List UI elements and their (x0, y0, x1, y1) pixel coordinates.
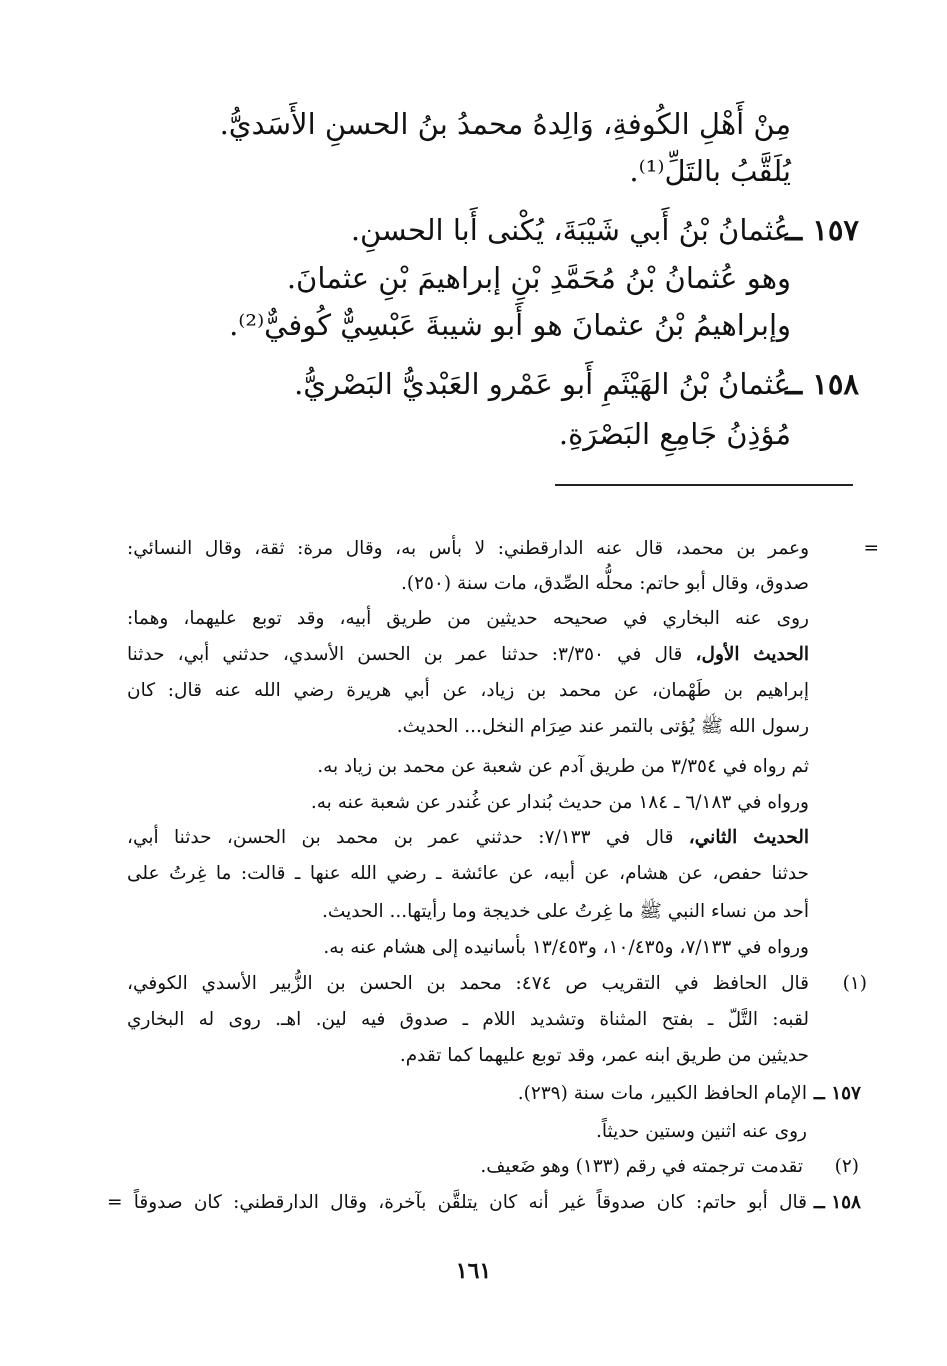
footnote-line: رسول الله ﷺ يُؤتى بالتمر عند صِرَام النخل... الحديث. (396, 716, 809, 737)
footnote-line: روى عنه البخاري في صحيحه حديثين من طريق أبيه، وقد توبع عليهما، وهما: (127, 608, 809, 629)
footnote-1-line: حديثين من طريق ابنه عمر، وقد توبع عليهما كما تقدم. (399, 1045, 809, 1066)
footnote-158-line: قال أبو حاتم: كان صدوقاً غير أنه كان يتلقَّن بآخرة، وقال الدارقطني: كان صدوقاً = (107, 1192, 807, 1213)
entry-157-line-2: وهو عُثمانُ بْنُ مُحَمَّدِ بْنِ إبراهيمَ بْنِ عثمانَ. (286, 261, 791, 295)
entry-158-line-1: عُثمانُ بْنُ الهَيْثَمِ أَبو عَمْرو العَبْديُّ البَصْريُّ. (294, 367, 791, 401)
footnote-line: ثم رواه في ٣/٣٥٤ من طريق آدم عن شعبة عن محمد بن زياد به. (317, 756, 809, 777)
page-number: ١٦١ (455, 1258, 492, 1284)
main-intro-line-2: يُلَقَّبُ بالتَلِّ⁽¹⁾. (629, 154, 791, 188)
footnote-line: أحد من نساء النبي ﷺ ما غِرتُ على خديجة وما رأيتها... الحديث. (322, 901, 809, 922)
footnote-text: قال في ٣/٣٥٠: حدثنا عمر بن الحسن الأسدي، حدثني أبي، حدثنا (127, 644, 683, 665)
footnote-line: حدثنا حفص، عن هشام، عن أبيه، عن عائشة ـ رضي الله عنها ـ قالت: ما غِرتُ على (127, 863, 809, 884)
footnote-157-marker: ١٥٧ ــ (813, 1083, 861, 1104)
footnote-line (127, 823, 809, 853)
main-intro-line-1: مِنْ أَهْلِ الكُوفةِ، وَالِدهُ محمدُ بنُ الحسنِ الأَسَديُّ. (219, 107, 791, 141)
footnote-157-line: الإمام الحافظ الكبير، مات سنة (٢٣٩). (517, 1083, 807, 1104)
footnote-2-marker: (٢) (834, 1156, 859, 1177)
hadith-2-label: الحديث الثاني، (688, 827, 809, 848)
entry-157-line-1: عُثمانُ بْنُ أَبي شَيْبَةَ، يُكْنى أَبا الحسنِ. (350, 213, 791, 247)
footnote-line (127, 640, 809, 670)
footnote-text: قال في ٧/١٣٣: حدثني عمر بن محمد بن الحسن، حدثنا أبي، (127, 827, 674, 848)
footnote-1-line: قال الحافظ في التقريب ص ٤٧٤: محمد بن الحسن بن الزُّبير الأسدي الكوفي، (127, 973, 809, 994)
footnote-158-marker: ١٥٨ ــ (813, 1192, 861, 1213)
entry-158-line-2: مُؤذِنُ جَامِعِ البَصْرَةِ. (558, 417, 791, 451)
footnote-1-marker: (١) (842, 973, 867, 994)
footnote-line: وعمر بن محمد، قال عنه الدارقطني: لا بأس به، وقال مرة: ثقة، وقال النسائي: (127, 538, 809, 559)
entry-number-157: ١٥٧ ــ (785, 213, 859, 247)
entry-157-line-3: وإبراهيمُ بْنُ عثمانَ هو أَبو شيبةَ عَبْسِيٌّ كُوفيٌّ⁽²⁾. (229, 308, 791, 342)
footnote-line: إبراهيم بن طَهْمان، عن محمد بن زياد، عن أبي هريرة رضي الله عنه قال: كان (127, 680, 809, 701)
continuation-mark: = (863, 538, 879, 559)
footnote-1-line: لقبه: التَّلّ ـ بفتح المثناة وتشديد اللام ـ صدوق فيه لين. اهـ. روى له البخاري (127, 1009, 809, 1030)
footnote-157-line: روى عنه اثنين وستين حديثاً. (595, 1121, 807, 1142)
hadith-1-label: الحديث الأول، (695, 644, 809, 665)
footnote-separator (555, 484, 853, 486)
footnote-2-line: تقدمت ترجمته في رقم (١٣٣) وهو ضَعيف. (480, 1156, 803, 1177)
footnote-line: ورواه في ٦/١٨٣ ـ ١٨٤ من حديث بُندار عن غُندر عن شعبة عنه به. (310, 792, 809, 813)
footnote-line: صدوق، وقال أبو حاتم: محلُّه الصِّدق، مات سنة (٢٥٠). (400, 573, 809, 594)
footnote-line: ورواه في ٧/١٣٣، و١٠/٤٣٥، و١٣/٤٥٣ بأسانيده إلى هشام عنه به. (323, 937, 809, 958)
entry-number-158: ١٥٨ ــ (785, 367, 859, 401)
